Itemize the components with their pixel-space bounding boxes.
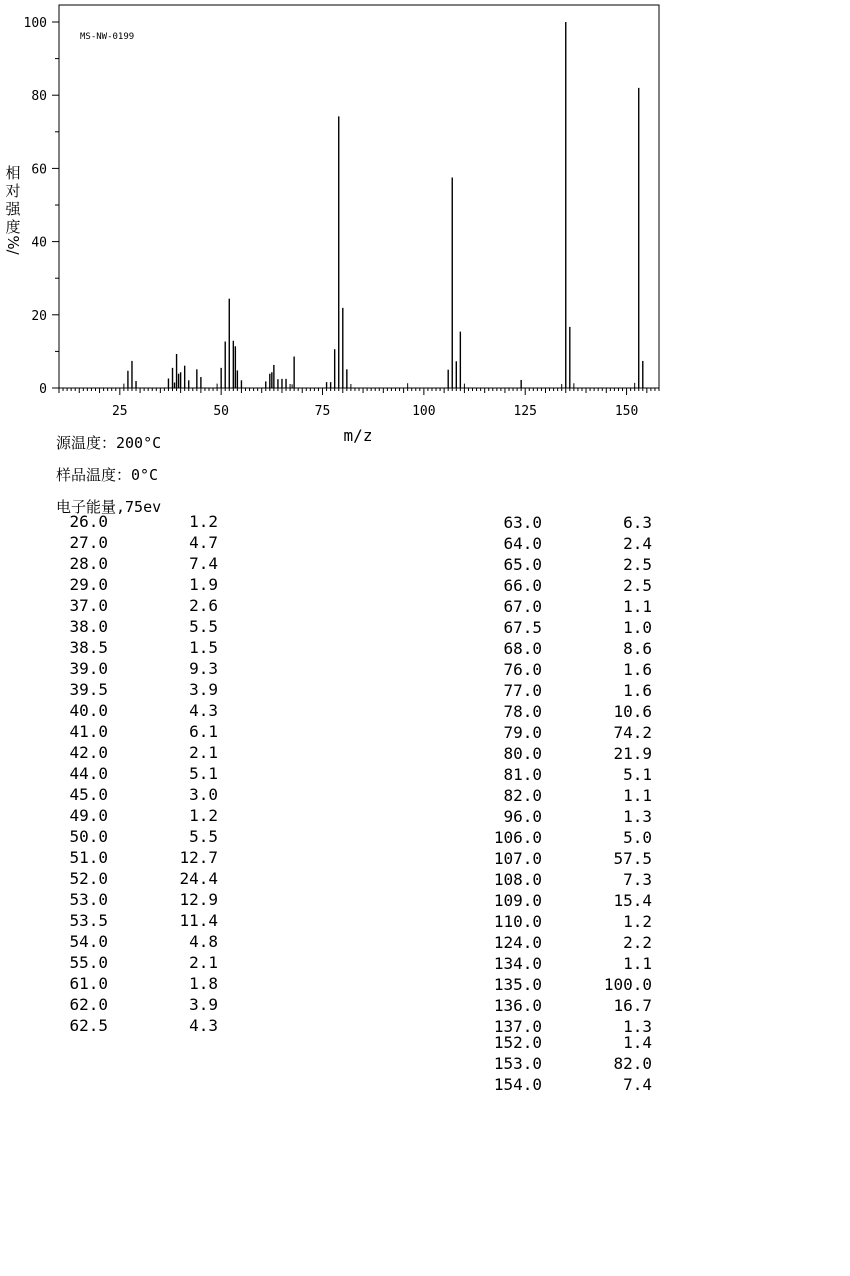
peak-mz: 65.0 <box>503 555 542 574</box>
peak-intensity: 2.5 <box>623 576 652 595</box>
peak-mz: 40.0 <box>69 701 108 720</box>
peak-intensity: 7.4 <box>623 1075 652 1094</box>
peak-mz: 137.0 <box>493 1017 542 1036</box>
peak-mz: 66.0 <box>503 576 542 595</box>
peak-mz: 62.0 <box>69 995 108 1014</box>
peak-intensity: 7.4 <box>189 554 218 573</box>
peak-intensity: 2.1 <box>189 953 218 972</box>
peak-mz: 61.0 <box>69 974 108 993</box>
peak-intensity: 5.5 <box>189 827 218 846</box>
peak-intensity: 2.5 <box>623 555 652 574</box>
peak-mz: 107.0 <box>493 849 542 868</box>
peak-mz: 152.0 <box>493 1033 542 1052</box>
peak-mz: 26.0 <box>69 512 108 531</box>
peak-intensity: 15.4 <box>613 891 652 910</box>
peak-intensity: 4.3 <box>189 1016 218 1035</box>
peak-mz: 52.0 <box>69 869 108 888</box>
peak-mz: 49.0 <box>69 806 108 825</box>
plot-frame <box>59 5 659 388</box>
peak-intensity: 1.1 <box>623 954 652 973</box>
peak-intensity: 1.1 <box>623 597 652 616</box>
peak-intensity: 5.1 <box>623 765 652 784</box>
peak-mz: 67.0 <box>503 597 542 616</box>
peak-intensity: 6.3 <box>623 513 652 532</box>
x-tick-label: 125 <box>513 404 537 419</box>
peak-intensity: 7.3 <box>623 870 652 889</box>
peak-intensity: 57.5 <box>613 849 652 868</box>
peak-mz: 108.0 <box>493 870 542 889</box>
peak-mz: 154.0 <box>493 1075 542 1094</box>
peak-mz: 80.0 <box>503 744 542 763</box>
peak-intensity: 4.3 <box>189 701 218 720</box>
peak-mz: 82.0 <box>503 786 542 805</box>
peak-mz: 51.0 <box>69 848 108 867</box>
peak-intensity: 1.4 <box>623 1033 652 1052</box>
peak-mz: 81.0 <box>503 765 542 784</box>
peak-mz: 67.5 <box>503 618 542 637</box>
peak-mz: 110.0 <box>493 912 542 931</box>
peak-intensity: 1.0 <box>623 618 652 637</box>
peak-intensity: 8.6 <box>623 639 652 658</box>
peak-mz: 62.5 <box>69 1016 108 1035</box>
peak-intensity: 16.7 <box>613 996 652 1015</box>
peak-mz: 78.0 <box>503 702 542 721</box>
peak-mz: 109.0 <box>493 891 542 910</box>
spectrum-id-annotation: MS-NW-0199 <box>80 32 135 42</box>
peak-intensity: 1.2 <box>189 512 218 531</box>
peak-intensity: 1.2 <box>623 912 652 931</box>
peak-mz: 64.0 <box>503 534 542 553</box>
peak-intensity: 4.7 <box>189 533 218 552</box>
x-tick-label: 75 <box>314 404 331 419</box>
mass-spectrum-chart <box>0 0 850 460</box>
peak-mz: 28.0 <box>69 554 108 573</box>
peak-intensity: 1.6 <box>623 681 652 700</box>
peak-intensity: 10.6 <box>613 702 652 721</box>
y-tick-label: 20 <box>31 308 47 324</box>
peak-mz: 39.5 <box>69 680 108 699</box>
peak-mz: 106.0 <box>493 828 542 847</box>
peak-intensity: 3.9 <box>189 995 218 1014</box>
peak-mz: 54.0 <box>69 932 108 951</box>
y-axis-label-char: 对 <box>5 182 21 200</box>
peak-mz: 134.0 <box>493 954 542 973</box>
x-tick-label: 25 <box>111 404 128 419</box>
peak-intensity: 74.2 <box>613 723 652 742</box>
peak-intensity: 5.0 <box>623 828 652 847</box>
peak-intensity: 2.2 <box>623 933 652 952</box>
peak-mz: 39.0 <box>69 659 108 678</box>
peak-mz: 136.0 <box>493 996 542 1015</box>
peak-mz: 77.0 <box>503 681 542 700</box>
peak-intensity: 9.3 <box>189 659 218 678</box>
x-tick-label: 50 <box>213 404 229 419</box>
peak-mz: 68.0 <box>503 639 542 658</box>
peak-intensity: 5.5 <box>189 617 218 636</box>
peak-mz: 50.0 <box>69 827 108 846</box>
peak-mz: 76.0 <box>503 660 542 679</box>
x-axis-label: m/z <box>343 426 373 445</box>
x-tick-label: 100 <box>412 404 436 419</box>
sample-temperature: 样品温度：0°C <box>56 466 159 484</box>
peak-mz: 53.0 <box>69 890 108 909</box>
x-tick-label: 150 <box>614 404 639 419</box>
peak-intensity: 3.0 <box>189 785 218 804</box>
electron-energy: 电子能量,75ev <box>56 498 162 516</box>
peak-mz: 38.5 <box>69 638 108 657</box>
y-axis-label-char: 相 <box>5 164 21 182</box>
peak-intensity: 12.9 <box>179 890 218 909</box>
peak-intensity: 100.0 <box>603 975 652 994</box>
y-tick-label: 100 <box>23 16 47 31</box>
peak-mz: 53.5 <box>69 911 108 930</box>
peak-intensity: 1.5 <box>189 638 218 657</box>
peak-intensity: 82.0 <box>613 1054 652 1073</box>
y-axis-label-char: %/ <box>4 235 22 255</box>
peak-intensity: 1.1 <box>623 786 652 805</box>
peak-mz: 153.0 <box>493 1054 542 1073</box>
peak-mz: 44.0 <box>69 764 108 783</box>
peak-mz: 42.0 <box>69 743 108 762</box>
y-tick-label: 0 <box>39 382 47 397</box>
y-axis-label-char: 强 <box>5 200 21 218</box>
peak-mz: 135.0 <box>493 975 542 994</box>
y-tick-label: 80 <box>31 89 47 105</box>
peak-intensity: 2.1 <box>189 743 218 762</box>
peak-mz: 96.0 <box>503 807 542 826</box>
peak-mz: 55.0 <box>69 953 108 972</box>
peak-intensity: 1.8 <box>189 974 218 993</box>
peak-mz: 41.0 <box>69 722 108 741</box>
peak-intensity: 6.1 <box>189 722 218 741</box>
peak-mz: 29.0 <box>69 575 108 594</box>
peak-mz: 38.0 <box>69 617 108 636</box>
peak-intensity: 1.3 <box>623 807 652 826</box>
peak-intensity: 12.7 <box>179 848 218 867</box>
peak-intensity: 1.3 <box>623 1017 652 1036</box>
peak-intensity: 1.6 <box>623 660 652 679</box>
y-axis-label-char: 度 <box>5 218 21 236</box>
peak-intensity: 3.9 <box>189 680 218 699</box>
source-temperature: 源温度：200°C <box>56 434 162 452</box>
peak-mz: 124.0 <box>493 933 542 952</box>
y-tick-label: 60 <box>31 162 47 178</box>
peak-intensity: 2.4 <box>623 534 652 553</box>
peak-intensity: 24.4 <box>179 869 218 888</box>
peak-intensity: 4.8 <box>189 932 218 951</box>
peak-intensity: 2.6 <box>189 596 218 615</box>
peak-mz: 37.0 <box>69 596 108 615</box>
peak-mz: 27.0 <box>69 533 108 552</box>
y-tick-label: 40 <box>31 235 47 251</box>
peak-intensity: 1.9 <box>189 575 218 594</box>
peak-intensity: 5.1 <box>189 764 218 783</box>
peak-mz: 79.0 <box>503 723 542 742</box>
peak-intensity: 1.2 <box>189 806 218 825</box>
peak-mz: 45.0 <box>69 785 108 804</box>
peak-mz: 63.0 <box>503 513 542 532</box>
peak-intensity: 21.9 <box>613 744 652 763</box>
peak-intensity: 11.4 <box>179 911 218 930</box>
